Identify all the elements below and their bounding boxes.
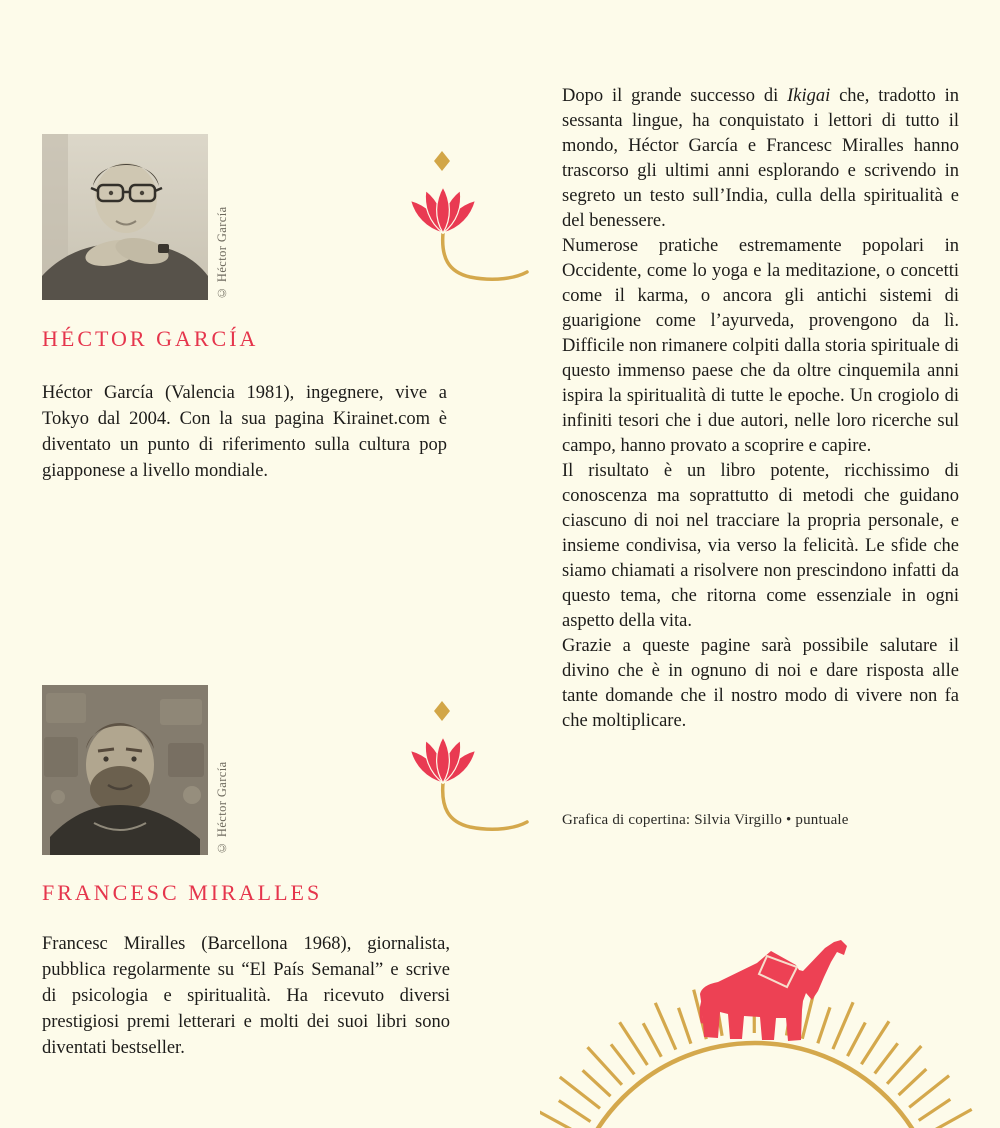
sun-circle — [568, 1043, 942, 1128]
book-title-ikigai: Ikigai — [787, 86, 831, 106]
lotus-decoration-2 — [395, 695, 540, 840]
elephant-sun-icon — [540, 900, 1000, 1128]
author-photo-hector — [42, 134, 208, 300]
lotus-petals — [406, 737, 480, 788]
description-paragraph-4: Grazie a queste pagine sarà possibile salutare il divino che è in ognuno di noi e dare risposta alle tante domande che il nostro modo di vivere non fa che moltiplicare. — [562, 636, 959, 731]
author-name-francesc: FRANCESC MIRALLES — [42, 880, 323, 905]
lotus-petals — [406, 187, 480, 238]
lotus-icon — [395, 695, 540, 840]
p1-text-before: Dopo il grande successo di — [562, 86, 788, 106]
gold-diamond-icon — [434, 701, 450, 721]
elephant-sun-decoration — [540, 900, 1000, 1128]
book-description — [562, 84, 959, 734]
lotus-decoration-1 — [395, 145, 540, 290]
lotus-stem — [443, 233, 527, 279]
author-name-hector: HÉCTOR GARCÍA — [42, 326, 259, 351]
cover-design-credit: Grafica di copertina: Silvia Virgillo • puntuale — [562, 812, 849, 828]
lotus-stem — [443, 783, 527, 829]
author-photo-francesc — [42, 685, 208, 855]
p1-text-after: che, tradotto in sessanta lingue, ha conquistato i lettori di tutto il mondo, Héctor García e Francesc Miralles hanno trascorso gli ultimi anni esplorando e scrivendo in segreto un testo sull’India, culla della spiritualità e del benessere. — [562, 86, 959, 231]
description-paragraph-3: Il risultato è un libro potente, ricchissimo di conoscenza ma soprattutto di metodi che guidano ciascuno di noi nel tracciare la propria personale, e insieme condivisa, via verso la felicità. Le sfide che siamo chiamati a risolvere non prescindono infatti da questo tema, che ritorna come essenziale in ogni aspetto della vita. — [562, 461, 959, 631]
photo-credit-1: © Héctor García — [215, 206, 229, 300]
gold-diamond-icon — [434, 151, 450, 171]
lotus-icon — [395, 145, 540, 290]
description-paragraph-1 — [562, 84, 959, 234]
author-bio-francesc: Francesc Miralles (Barcellona 1968), giornalista, pubblica regolarmente su “El País Semanal” e scrive di psicologia e spiritualità. Ha ricevuto diversi prestigiosi premi letterari e molti dei suoi libri sono diventati bestseller. — [42, 934, 450, 1058]
author-bio-hector: Héctor García (Valencia 1981), ingegnere, vive a Tokyo dal 2004. Con la sua pagina Kirainet.com è diventato un punto di riferimento sulla cultura pop giapponese a livello mondiale. — [42, 383, 447, 481]
photo-credit-2: © Héctor García — [215, 761, 229, 855]
hector-portrait-image — [42, 134, 208, 300]
francesc-portrait-image — [42, 685, 208, 855]
description-paragraph-2: Numerose pratiche estremamente popolari in Occidente, come lo yoga e la meditazione, o concetti come il karma, o ancora gli antichi sistemi di guarigione come l’ayurveda, provengono da lì. Difficile non rimanere colpiti dalla storia spirituale di questo immenso paese che da oltre cinquemila anni ispira la spiritualità di tutte le epoche. Un crogiolo di infiniti tesori che i due autori, nelle loro ricerche sul campo, hanno provato a scoprire e capire. — [562, 236, 959, 456]
